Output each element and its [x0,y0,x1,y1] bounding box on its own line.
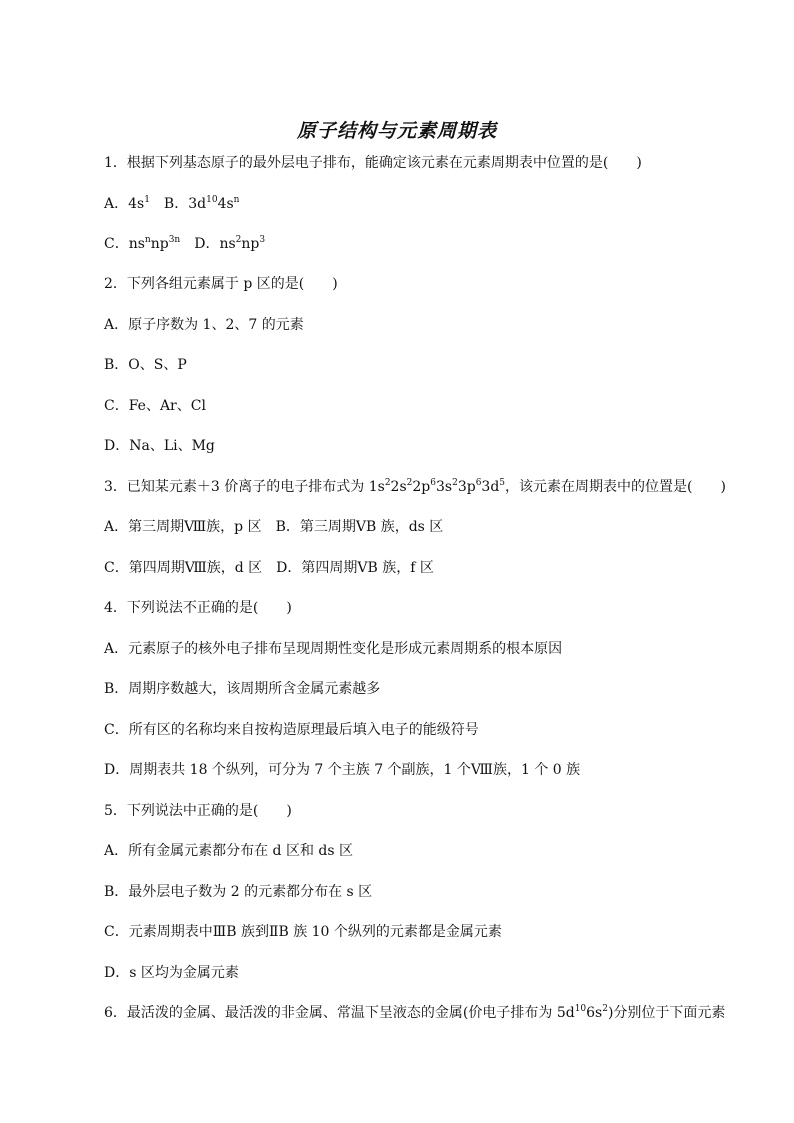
question-1-options-ab: A．$4s^1$ B．$3d^{10}4s^n$ [104,195,240,212]
question-5-option-d: D．s 区均为金属元素 [104,965,239,981]
question-2-option-a: A．原子序数为 1、2、7 的元素 [104,317,304,333]
question-4-stem: 4．下列说法不正确的是( ) [104,600,292,616]
question-4-option-a: A．元素原子的核外电子排布呈现周期性变化是形成元素周期系的根本原因 [104,641,563,657]
question-5-option-b: B．最外层电子数为 2 的元素都分布在 s 区 [104,884,373,900]
question-4-option-c: C．所有区的名称均来自按构造原理最后填入电子的能级符号 [104,722,479,738]
question-5-option-c: C．元素周期表中ⅢB 族到ⅡB 族 10 个纵列的元素都是金属元素 [104,924,502,940]
question-6-stem: 6．最活泼的金属、最活泼的非金属、常温下呈液态的金属(价电子排布为 $5d^{10}6s^2$)分别位于下面元素 [104,1004,726,1021]
question-4-option-b: B．周期序数越大，该周期所含金属元素越多 [104,681,381,697]
question-2-option-d: D．Na、Li、Mg [104,438,215,454]
question-2-option-c: C．Fe、Ar、Cl [104,398,206,414]
question-1-stem: 1．根据下列基态原子的最外层电子排布，能确定该元素在元素周期表中位置的是( ) [104,155,642,171]
question-3-stem: 3．已知某元素＋3 价离子的电子排布式为 $1s^22s^22p^63s^23p^63d^5$，该元素在周期表中的位置是( ) [104,478,726,495]
question-2-stem: 2．下列各组元素属于 p 区的是( ) [104,276,338,292]
question-3-options-ab: A．第三周期Ⅷ族，p 区 B．第三周期ⅤB 族，ds 区 [104,519,444,535]
question-5-option-a: A．所有金属元素都分布在 d 区和 ds 区 [104,843,354,859]
page-title: 原子结构与元素周期表 [296,120,497,142]
question-1-options-cd: C．$ns^nnp^{3n}$ D．$ns^2np^3$ [104,235,266,252]
question-4-option-d: D．周期表共 18 个纵列，可分为 7 个主族 7 个副族，1 个Ⅷ族，1 个 0 族 [104,762,581,778]
question-5-stem: 5．下列说法中正确的是( ) [104,803,292,819]
question-2-option-b: B．O、S、P [104,357,187,373]
question-3-options-cd: C．第四周期Ⅷ族，d 区 D．第四周期ⅤB 族，f 区 [104,560,434,576]
